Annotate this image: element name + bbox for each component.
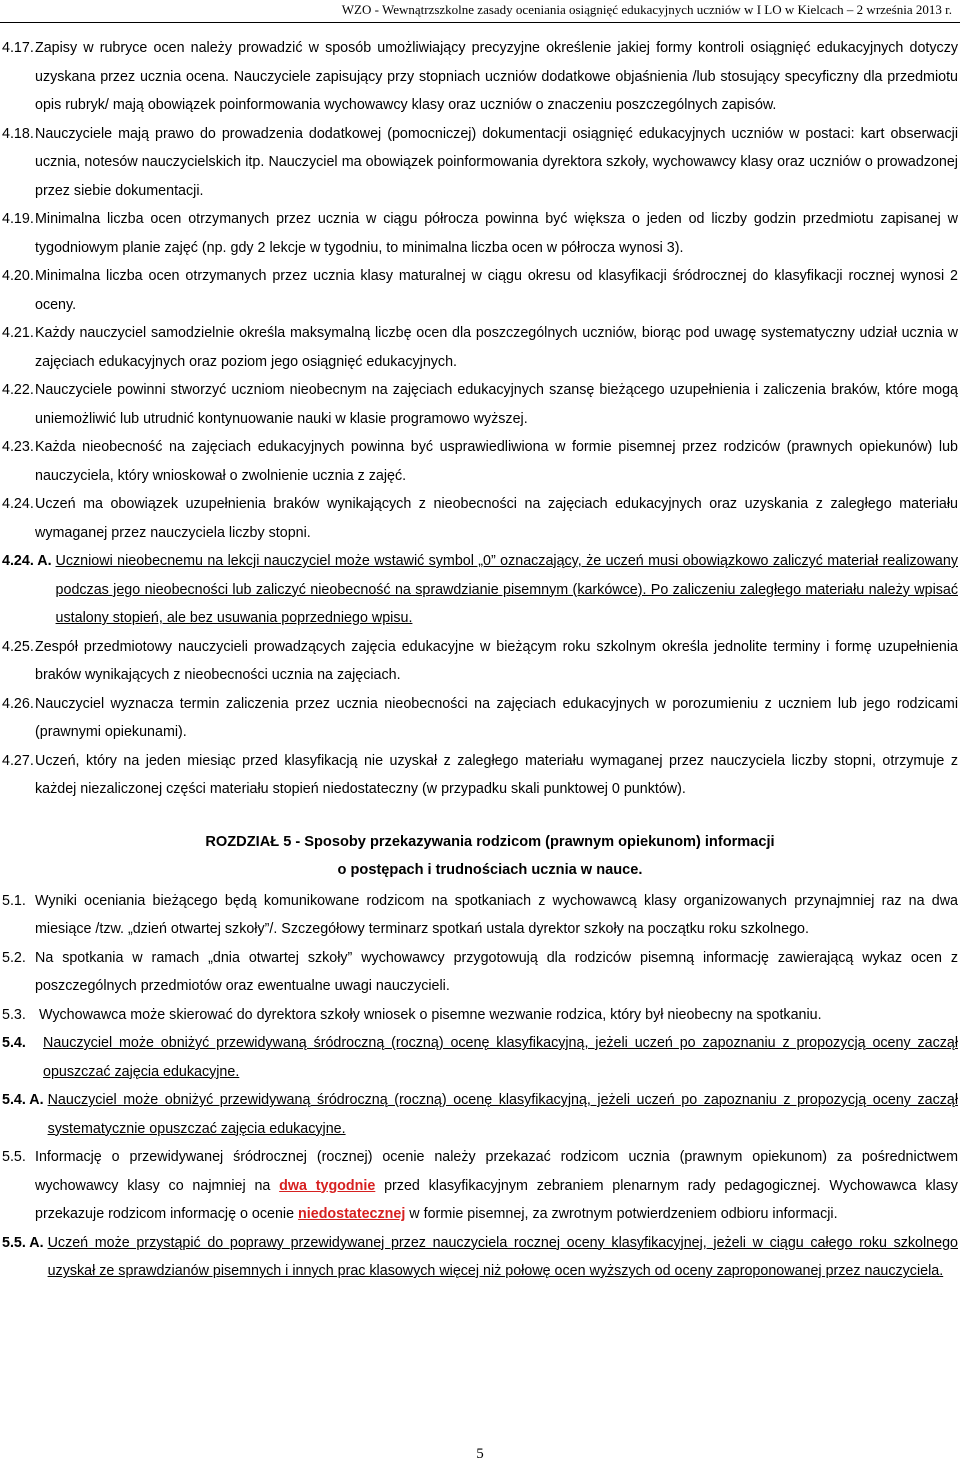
paragraph-text-part-1: Informację o przewidywanej śródrocznej (rocznej) ocenie należy przekazać rodzicom ucznia (prawnym opiekunom) za pośrednictwem wychowawcy klasy co najmniej na bbox=[35, 1149, 958, 1194]
paragraph-text-part-3: w formie pisemnej, za zwrotnym potwierdzeniem odbioru informacji. bbox=[409, 1206, 838, 1222]
paragraph-text: Każdy nauczyciel samodzielnie określa maksymalną liczbę ocen dla poszczególnych uczniów, biorąc pod uwagę systematyczny udział ucznia w zajęciach edukacyjnych oraz poziom jego osiągnięć edukacyjnych. bbox=[35, 325, 958, 370]
paragraph-text: Zapisy w rubryce ocen należy prowadzić w sposób umożliwiający precyzyjne określenie jakiej formy kontroli osiągnięć edukacyjnych dotyczy uzyskana przez ucznia ocena. Nauczyciele zapisujący przy stopniach uczniów dodatkowe objaśnienia /lub stosujący specyficzny dla przedmiotu opis rubryk/ mają obowiązek poinformowania wychowawcy klasy oraz uczniów o znaczeniu poszczególnych zapisów. bbox=[35, 40, 958, 113]
paragraph-4-23 bbox=[2, 433, 958, 490]
chapter-heading bbox=[2, 828, 958, 885]
paragraph-4-18 bbox=[2, 120, 958, 206]
paragraph-4-17 bbox=[2, 34, 958, 120]
paragraph-5-5-a bbox=[2, 1229, 958, 1286]
paragraph-number: 4.23. bbox=[2, 439, 34, 455]
paragraph-number: 4.21. bbox=[2, 325, 34, 341]
running-title: WZO - Wewnątrzszkolne zasady oceniania osiągnięć edukacyjnych uczniów w I LO w Kielcach – 2 września 2013 r. bbox=[341, 2, 952, 17]
paragraph-number: 4.20. bbox=[2, 268, 34, 284]
paragraph-4-20 bbox=[2, 262, 958, 319]
paragraph-text: Minimalna liczba ocen otrzymanych przez ucznia klasy maturalnej w ciągu okresu od klasyfikacji śródrocznej do klasyfikacji rocznej wynosi 2 oceny. bbox=[35, 268, 958, 313]
paragraph-5-4 bbox=[2, 1029, 958, 1086]
paragraph-text: Nauczyciele powinni stworzyć uczniom nieobecnym na zajęciach edukacyjnych szansę bieżącego uzupełnienia i zaliczenia braków, które mogą uniemożliwić lub utrudnić kontynuowanie nauki w klasie programowo wyższej. bbox=[35, 382, 958, 427]
paragraph-number: 4.18. bbox=[2, 125, 34, 142]
paragraph-number: 4.22. bbox=[2, 382, 34, 398]
paragraph-number: 4.17. bbox=[2, 40, 34, 56]
paragraph-4-24-a bbox=[2, 547, 958, 633]
paragraph-text: Uczeń może przystąpić do poprawy przewidywanej przez nauczyciela rocznej oceny klasyfikacyjnej, jeżeli w ciągu całego roku szkolnego uzyskał ze sprawdzianów pisemnych i innych prac klasowych więcej niż połowę ocen wyższych od oceny zaproponowanej przez nauczyciela. bbox=[47, 1234, 958, 1279]
paragraph-number: 5.1. bbox=[2, 892, 26, 909]
paragraph-4-27 bbox=[2, 747, 958, 804]
paragraph-number: 4.25. bbox=[2, 638, 34, 655]
highlight-dwa-tygodnie: dwa tygodnie bbox=[279, 1177, 376, 1194]
page-number: 5 bbox=[476, 1446, 484, 1462]
paragraph-5-1 bbox=[2, 887, 958, 944]
paragraph-text: Zespół przedmiotowy nauczycieli prowadzących zajęcia edukacyjne w bieżącym roku szkolnym określa jednolite terminy i formę uzupełnienia braków wynikających z nieobecności ucznia na zajęciach. bbox=[35, 638, 958, 683]
paragraph-number: 5.2. bbox=[2, 949, 26, 966]
chapter-title-line-1: ROZDZIAŁ 5 - Sposoby przekazywania rodzicom (prawnym opiekunom) informacji bbox=[205, 833, 775, 850]
paragraph-number: 4.26. bbox=[2, 695, 34, 712]
highlight-niedostatecznej: niedostatecznej bbox=[298, 1206, 406, 1222]
paragraph-number: 5.5. A. bbox=[2, 1234, 44, 1251]
paragraph-text: Minimalna liczba ocen otrzymanych przez ucznia w ciągu półrocza powinna być większa o jeden od liczby godzin przedmiotu zapisanej w tygodniowym planie zajęć (np. gdy 2 lekcje w tygodniu, to minimalna liczba ocen w półrocza wynosi 3). bbox=[35, 211, 958, 256]
paragraph-number: 4.24. bbox=[2, 496, 34, 512]
paragraph-4-22 bbox=[2, 376, 958, 433]
paragraph-4-26 bbox=[2, 690, 958, 747]
paragraph-text: Uczniowi nieobecnemu na lekcji nauczyciel może wstawić symbol „0” oznaczający, że uczeń musi obowiązkowo zaliczyć materiał realizowany podczas jego nieobecności lub zaliczyć nieobecność na sprawdzianie pisemnym (karkówce). Po zaliczeniu zaległego materiału należy wpisać ustalony stopień, ale bez usuwania poprzedniego wpisu. bbox=[55, 553, 958, 626]
paragraph-text bbox=[35, 1143, 958, 1229]
paragraph-text: Nauczyciel wyznacza termin zaliczenia przez ucznia nieobecności na zajęciach edukacyjnych w porozumieniu z uczniem lub jego rodzicami (prawnymi opiekunami). bbox=[35, 695, 958, 740]
paragraph-5-4-a bbox=[2, 1086, 958, 1143]
paragraph-text: Nauczyciel może obniżyć przewidywaną śródroczną (roczną) ocenę klasyfikacyjną, jeżeli uczeń po zapoznaniu z propozycją oceny zaczął opuszczać zajęcia edukacyjne. bbox=[43, 1035, 958, 1080]
paragraph-number: 4.24. A. bbox=[2, 553, 52, 569]
paragraph-number: 4.27. bbox=[2, 752, 34, 769]
paragraph-number: 5.5. bbox=[2, 1149, 26, 1165]
paragraph-5-5 bbox=[2, 1143, 958, 1229]
paragraph-4-21 bbox=[2, 319, 958, 376]
paragraph-text-part-2: przed klasyfikacyjnym zebraniem plenarnym rady pedagogicznej. Wychowawca klasy przekazuje rodzicom informację o ocenie bbox=[35, 1177, 958, 1222]
paragraph-number: 5.4. bbox=[2, 1035, 26, 1051]
paragraph-4-25 bbox=[2, 633, 958, 690]
paragraph-4-24 bbox=[2, 490, 958, 547]
paragraph-text: Nauczyciel może obniżyć przewidywaną śródroczną (roczną) ocenę klasyfikacyjną, jeżeli uczeń po zapoznaniu z propozycją oceny zaczął systematycznie opuszczać zajęcia edukacyjne. bbox=[47, 1092, 958, 1137]
paragraph-text: Na spotkania w ramach „dnia otwartej szkoły” wychowawcy przygotowują dla rodziców pisemną informację zawierającą wykaz ocen z poszczególnych przedmiotów oraz ewentualne uwagi nauczycieli. bbox=[35, 949, 958, 994]
running-header bbox=[0, 0, 960, 23]
paragraph-text: Wyniki oceniania bieżącego będą komunikowane rodzicom na spotkaniach z wychowawcą klasy organizowanych przynajmniej raz na dwa miesiące /tzw. „dzień otwartej szkoły”/. Szczegółowy terminarz spotkań ustala dyrektor szkoły na początku roku szkolnego. bbox=[35, 892, 958, 937]
paragraph-number: 5.4. A. bbox=[2, 1092, 44, 1108]
paragraph-number: 5.3. bbox=[2, 1006, 26, 1023]
paragraph-5-3 bbox=[2, 1001, 958, 1030]
paragraph-text: Każda nieobecność na zajęciach edukacyjnych powinna być usprawiedliwiona w formie pisemnej przez rodziców (prawnych opiekunów) lub nauczyciela, który wnioskował o zwolnienie ucznia z zajęć. bbox=[35, 439, 958, 484]
paragraph-5-2 bbox=[2, 944, 958, 1001]
paragraph-4-19 bbox=[2, 205, 958, 262]
paragraph-text: Wychowawca może skierować do dyrektora szkoły wniosek o pisemne wezwanie rodzica, który był nieobecny na spotkaniu. bbox=[39, 1006, 822, 1023]
paragraph-text: Nauczyciele mają prawo do prowadzenia dodatkowej (pomocniczej) dokumentacji osiągnięć edukacyjnych uczniów w postaci: kart obserwacji ucznia, notesów nauczycielskich itp. Nauczyciel ma obowiązek poinformowania dyrektora szkoły, wychowawcy klasy oraz uczniów o prowadzonej przez siebie dokumentacji. bbox=[35, 125, 958, 199]
paragraph-text: Uczeń ma obowiązek uzupełnienia braków wynikających z nieobecności na zajęciach edukacyjnych oraz uzyskania z zaległego materiału wymaganej przez nauczyciela liczby stopni. bbox=[35, 496, 958, 541]
paragraph-text: Uczeń, który na jeden miesiąc przed klasyfikacją nie uzyskał z zaległego materiału wymaganej przez nauczyciela liczby stopni, otrzymuje z każdej niezaliczonej części materiału stopień niedostateczny (w przypadku skali punktowej 0 punktów). bbox=[35, 752, 958, 797]
chapter-title-line-2: o postępach i trudnościach ucznia w nauce. bbox=[337, 862, 643, 878]
paragraph-number: 4.19. bbox=[2, 211, 34, 227]
document-body bbox=[2, 34, 958, 1286]
